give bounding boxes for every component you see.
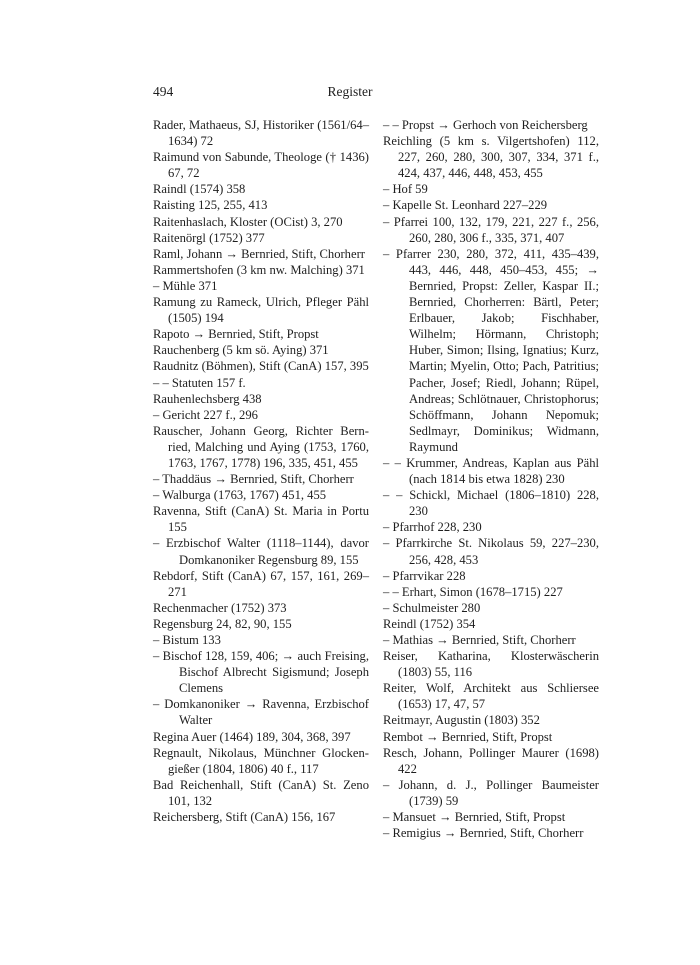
index-entry: Rauchenberg (5 km sö. Aying) 371 <box>153 343 329 358</box>
index-entry: Raml, Johann → Bernried, Stift, Chorherr <box>153 246 365 261</box>
index-entry: Rauhenlechsberg 438 <box>153 391 262 406</box>
index-entry: Reindl (1752) 354 <box>383 616 476 631</box>
index-subentry: – – Erhart, Simon (1678–1715) 227 <box>383 584 563 599</box>
index-entry: Rembot → Bernried, Stift, Propst <box>383 729 553 744</box>
index-entry: Bad Reichenhall, Stift (CanA) St. Zeno 101, 132 <box>153 777 369 808</box>
index-subentry: – Pfarrhof 228, 230 <box>383 520 482 535</box>
index-entry: Raitenhaslach, Kloster (OCist) 3, 270 <box>153 214 343 229</box>
index-subentry: – Hof 59 <box>383 182 428 197</box>
index-subentry: – – Schickl, Michael (1806–1810) 228, 230 <box>383 488 599 519</box>
index-entry: Rauscher, Johann Georg, Richter Bernried, Malching und Aying (1753, 1760, 1763, 1767, 1778) 196, 335, 451, 455 <box>153 423 369 470</box>
index-entry: Raitenörgl (1752) 377 <box>153 230 265 245</box>
index-entry: Ravenna, Stift (CanA) St. Maria in Portu 155 <box>153 504 369 535</box>
index-subentry: – Remigius → Bernried, Stift, Chorherr <box>383 826 584 841</box>
running-head: Register <box>327 84 373 99</box>
index-subentry: – Mansuet → Bernried, Stift, Propst <box>383 810 566 825</box>
index-entry: Resch, Johann, Pollinger Maurer (1698) 422 <box>383 745 599 776</box>
index-subentry: – Schulmeister 280 <box>383 600 481 615</box>
index-column-right <box>383 117 599 841</box>
index-entry: Reiter, Wolf, Architekt aus Schliersee (1653) 17, 47, 57 <box>383 681 599 712</box>
index-column-left <box>153 117 369 825</box>
index-subentry: – Pfarrvikar 228 <box>383 568 466 583</box>
index-entry: Regina Auer (1464) 189, 304, 368, 397 <box>153 729 351 744</box>
index-subentry: – Johann, d. J., Pollinger Baumeister (1739) 59 <box>383 777 599 808</box>
index-entry: Reiser, Katharina, Klosterwäscherin (1803) 55, 116 <box>383 649 599 680</box>
index-subentry: – Kapelle St. Leonhard 227–229 <box>383 198 548 213</box>
page-number: 494 <box>153 84 174 99</box>
index-subentry: – – Propst → Gerhoch von Reichersberg <box>383 118 588 132</box>
index-subentry: – Bischof 128, 159, 406; → auch Freising, Bischof Albrecht Sigismund; Joseph Clemens <box>153 649 369 696</box>
index-subentry: – Pfarrkirche St. Nikolaus 59, 227–230, 256, 428, 453 <box>383 536 599 567</box>
index-subentry: – Mathias → Bernried, Stift, Chorherr <box>383 633 576 647</box>
index-subentry: – Pfarrei 100, 132, 179, 221, 227 f., 256, 260, 280, 306 f., 335, 371, 407 <box>383 214 599 245</box>
index-entry: Raimund von Sabunde, Theologe († 1436) 67, 72 <box>153 150 369 181</box>
index-subentry: – Thaddäus → Bernried, Stift, Chorherr <box>153 472 354 487</box>
index-entry: Rader, Mathaeus, SJ, Historiker (1561/64–1634) 72 <box>153 118 369 149</box>
index-entry: Reitmayr, Augustin (1803) 352 <box>383 713 540 728</box>
index-entry: Rammertshofen (3 km nw. Malching) 371 <box>153 262 365 277</box>
index-subentry: – Erzbischof Walter (1118–1144), davor Domkanoniker Regensburg 89, 155 <box>153 536 369 567</box>
index-entry: Raisting 125, 255, 413 <box>153 198 268 213</box>
index-entry: Reichling (5 km s. Vilgertshofen) 112, 227, 260, 280, 300, 307, 334, 371 f., 424, 437, 446, 448, 453, 455 <box>383 134 599 181</box>
index-subentry: – – Statuten 157 f. <box>153 375 246 390</box>
index-subentry: – Bistum 133 <box>153 633 221 647</box>
index-entry: Ramung zu Rameck, Ulrich, Pfleger Pähl (1505) 194 <box>153 295 369 326</box>
index-entry: Reichersberg, Stift (CanA) 156, 167 <box>153 810 336 825</box>
index-entry: Raudnitz (Böhmen), Stift (CanA) 157, 395 <box>153 359 369 374</box>
index-entry: Regensburg 24, 82, 90, 155 <box>153 616 292 631</box>
index-entry: Raindl (1574) 358 <box>153 182 246 197</box>
index-subentry: – Walburga (1763, 1767) 451, 455 <box>153 488 327 503</box>
index-subentry: – Mühle 371 <box>153 278 218 293</box>
index-subentry: – Domkanoniker → Ravenna, Erzbischof Walter <box>153 697 369 728</box>
index-entry: Rechenmacher (1752) 373 <box>153 600 287 615</box>
index-entry: Rebdorf, Stift (CanA) 67, 157, 161, 269–271 <box>153 568 369 599</box>
index-subentry: – Gericht 227 f., 296 <box>153 407 258 422</box>
index-subentry: – Pfarrer 230, 280, 372, 411, 435–439, 443, 446, 448, 450–453, 455; → Bernried, Propst: Zeller, Kaspar II.; Bernried, Chorherren: Bärtl, Peter; Erlbauer, Jakob; Fischhaber, Wilhelm; Hörmann, Christoph; Huber, Simon; Ilsing, Ignatius; Kurz, Martin; Myelin, Otto; Pach, Patritius; Pacher, Josef; Riedl, Johann; Rüpel, Andreas; Schlötnauer, Christophorus; Schöffmann, Johann Nepomuk; Sedlmayr, Dominikus; Widmann, Raymund <box>383 246 599 454</box>
index-entry: Rapoto → Bernried, Stift, Propst <box>153 327 319 342</box>
index-entry: Regnault, Nikolaus, Münchner Glockengießer (1804, 1806) 40 f., 117 <box>153 745 369 776</box>
index-subentry: – – Krummer, Andreas, Kaplan aus Pähl (nach 1814 bis etwa 1828) 230 <box>383 455 599 487</box>
